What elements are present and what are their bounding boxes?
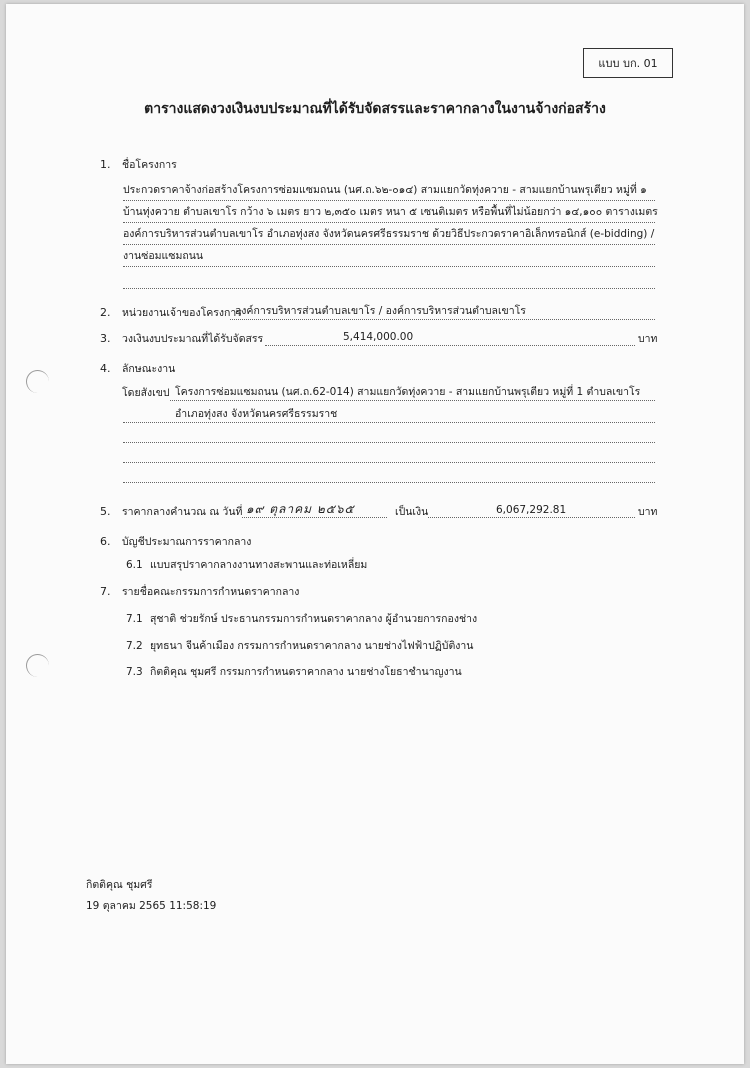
dotted-line bbox=[123, 462, 655, 463]
section-label: ราคากลางคำนวณ ณ วันที่ bbox=[122, 506, 243, 518]
handwritten-date: ๑๙ ตุลาคม ๒๕๖๕ bbox=[246, 502, 355, 516]
section-number: 6. bbox=[100, 535, 111, 548]
dotted-line bbox=[123, 288, 655, 289]
dotted-line bbox=[123, 442, 655, 443]
section-number: 3. bbox=[100, 332, 111, 345]
section-number: 4. bbox=[100, 362, 111, 375]
section-label: หน่วยงานเจ้าของโครงการ bbox=[122, 307, 242, 319]
section-label: บัญชีประมาณการราคากลาง bbox=[122, 536, 252, 548]
owner-agency-value: องค์การบริหารส่วนตำบลเขาโร / องค์การบริหารส่วนตำบลเขาโร bbox=[235, 305, 526, 317]
print-timestamp: 19 ตุลาคม 2565 11:58:19 bbox=[86, 900, 217, 912]
dotted-line bbox=[123, 222, 655, 223]
dotted-line bbox=[123, 482, 655, 483]
section-number: 5. bbox=[100, 505, 111, 518]
median-price-value: 6,067,292.81 bbox=[496, 504, 567, 516]
project-name-line: งานซ่อมแซมถนน bbox=[123, 250, 204, 262]
section-number: 1. bbox=[100, 158, 111, 171]
project-name-line: องค์การบริหารส่วนตำบลเขาโร อำเภอทุ่งสง จังหวัดนครศรีธรรมราช ด้วยวิธีประกวดราคาอิเล็กทรอนิกส์ (e-bidding) / bbox=[123, 228, 655, 240]
punch-hole-mark bbox=[26, 370, 49, 393]
amount-label: เป็นเงิน bbox=[395, 506, 429, 518]
section-number: 7. bbox=[100, 585, 111, 598]
dotted-line bbox=[123, 266, 655, 267]
unit-label: บาท bbox=[638, 506, 658, 518]
dotted-line bbox=[428, 517, 635, 518]
dotted-line bbox=[230, 319, 655, 320]
unit-label: บาท bbox=[638, 333, 658, 345]
committee-item-number: 7.3 bbox=[126, 666, 143, 678]
committee-member: ยุทธนา จีนค้าเมือง กรรมการกำหนดราคากลาง นายช่างไฟฟ้าปฏิบัติงาน bbox=[150, 640, 474, 652]
dotted-line bbox=[170, 400, 655, 401]
dotted-line bbox=[123, 200, 655, 201]
form-code-box: แบบ บก. 01 bbox=[583, 48, 673, 78]
project-name-line: ประกวดราคาจ้างก่อสร้างโครงการซ่อมแซมถนน (นศ.ถ.๖๒-๐๑๔) สามแยกวัดทุ่งควาย - สามแยกบ้านพรุเตียว หมู่ที่ ๑ bbox=[123, 184, 647, 196]
section-label: รายชื่อคณะกรรมการกำหนดราคากลาง bbox=[122, 586, 300, 598]
committee-item-number: 7.2 bbox=[126, 640, 143, 652]
punch-hole-mark bbox=[26, 654, 49, 677]
dotted-line bbox=[123, 422, 655, 423]
section-label: ลักษณะงาน bbox=[122, 363, 176, 375]
dotted-line bbox=[123, 244, 655, 245]
summary-prefix: โดยสังเขป bbox=[122, 387, 170, 399]
sub-item-text: แบบสรุปราคากลางงานทางสะพานและท่อเหลี่ยม bbox=[150, 559, 368, 571]
committee-member: สุชาติ ช่วยรักษ์ ประธานกรรมการกำหนดราคากลาง ผู้อำนวยการกองช่าง bbox=[150, 613, 478, 625]
section-label: ชื่อโครงการ bbox=[122, 159, 177, 171]
dotted-line bbox=[242, 517, 387, 518]
budget-value: 5,414,000.00 bbox=[343, 331, 414, 343]
work-description-line: อำเภอทุ่งสง จังหวัดนครศรีธรรมราช bbox=[175, 408, 338, 420]
signer-name: กิตติคุณ ชุมศรี bbox=[86, 879, 153, 891]
dotted-line bbox=[265, 345, 635, 346]
project-name-line: บ้านทุ่งควาย ตำบลเขาโร กว้าง ๖ เมตร ยาว ๒,๓๕๐ เมตร หนา ๕ เซนติเมตร หรือพื้นที่ไม่น้อยกว่า ๑๔,๑๐๐ ตารางเมตร bbox=[123, 206, 658, 218]
work-description-line: โครงการซ่อมแซมถนน (นศ.ถ.62-014) สามแยกวัดทุ่งควาย - สามแยกบ้านพรุเตียว หมู่ที่ 1 ตำบลเขาโร bbox=[175, 386, 641, 398]
document-title: ตารางแสดงวงเงินงบประมาณที่ได้รับจัดสรรและราคากลางในงานจ้างก่อสร้าง bbox=[144, 101, 606, 117]
section-label: วงเงินงบประมาณที่ได้รับจัดสรร bbox=[122, 333, 264, 345]
section-number: 2. bbox=[100, 306, 111, 319]
committee-member: กิตติคุณ ชุมศรี กรรมการกำหนดราคากลาง นายช่างโยธาชำนาญงาน bbox=[150, 666, 462, 678]
committee-item-number: 7.1 bbox=[126, 613, 143, 625]
sub-item-number: 6.1 bbox=[126, 559, 143, 571]
